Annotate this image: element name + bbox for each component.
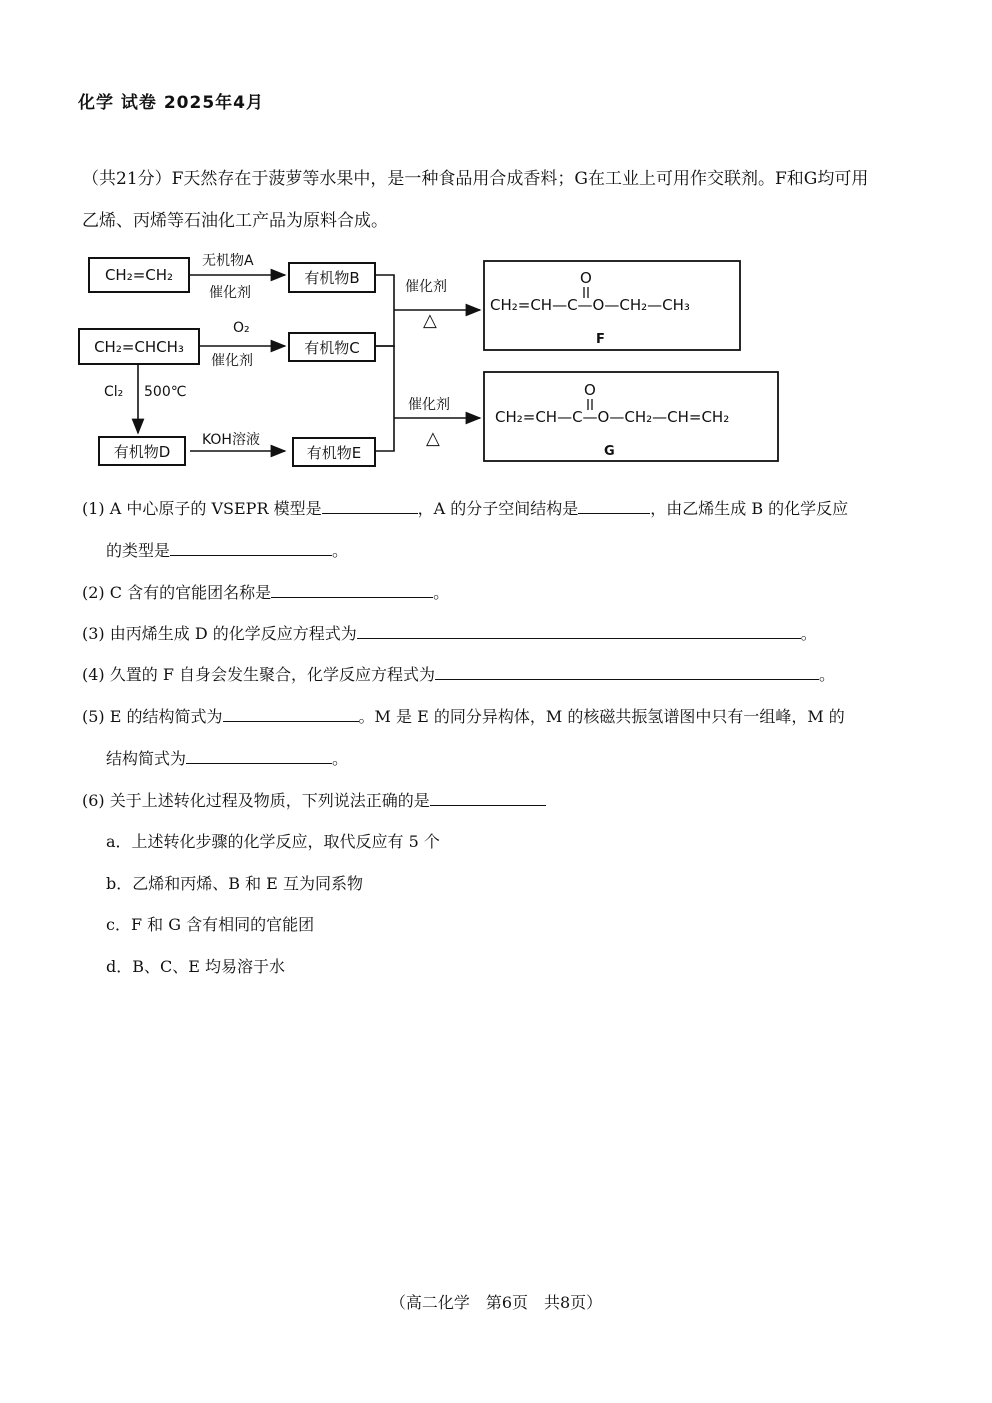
- question-5-line-1: (5) E 的结构简式为 。M 是 E 的同分异构体，M 的核磁共振氢谱图中只有一组峰，M 的: [82, 707, 845, 726]
- label-o2: O₂: [233, 320, 250, 336]
- label-koh: KOH溶液: [202, 432, 260, 448]
- answer-blank-2[interactable]: [271, 581, 433, 598]
- question-2: (2) C 含有的官能团名称是 。: [82, 583, 450, 602]
- label-delta-1: △: [423, 310, 437, 331]
- question-5-line-2: 结构简式为 。: [106, 749, 349, 768]
- page-footer: （高二化学 第6页 共8页）: [389, 1293, 603, 1312]
- answer-blank-6[interactable]: [430, 789, 546, 806]
- label-inorganic-a: 无机物A: [202, 253, 254, 269]
- ethylene-box: CH₂=CH₂: [88, 257, 190, 293]
- answer-blank-1b[interactable]: [578, 497, 650, 514]
- answer-blank-5a[interactable]: [223, 705, 359, 722]
- question-1-line-2: 的类型是 。: [106, 541, 349, 560]
- label-delta-2: △: [426, 428, 440, 449]
- answer-blank-1c[interactable]: [170, 539, 332, 556]
- label-catalyst-4: 催化剂: [408, 397, 450, 413]
- label-catalyst-3: 催化剂: [405, 279, 447, 295]
- f-carbonyl-o: O: [580, 269, 592, 287]
- exam-header: 化学 试卷 2025年4月: [78, 93, 264, 113]
- g-carbonyl-o: O: [584, 381, 596, 399]
- option-d: d．B、C、E 均易溶于水: [106, 957, 286, 976]
- question-3: (3) 由丙烯生成 D 的化学反应方程式为 。: [82, 624, 817, 643]
- answer-blank-3[interactable]: [357, 622, 801, 639]
- option-c: c．F 和 G 含有相同的官能团: [106, 915, 315, 934]
- label-500c: 500℃: [144, 384, 187, 400]
- bracket-bc: [376, 275, 394, 346]
- option-b: b．乙烯和丙烯、B 和 E 互为同系物: [106, 874, 363, 893]
- question-intro: [82, 158, 932, 242]
- intro-line-2: 乙烯、丙烯等石油化工产品为原料合成。: [82, 211, 388, 231]
- g-label: G: [604, 444, 615, 459]
- question-1-line-1: (1) A 中心原子的 VSEPR 模型是 ，A 的分子空间结构是 ，由乙烯生成 B 的化学反应: [82, 499, 849, 518]
- organic-c-box: 有机物C: [288, 332, 376, 362]
- intro-line-1: （共21分）F天然存在于菠萝等水果中，是一种食品用合成香料；G在工业上可用作交联剂。F和G均可用: [82, 169, 869, 189]
- question-4: (4) 久置的 F 自身会发生聚合，化学反应方程式为 。: [82, 665, 836, 684]
- answer-blank-1a[interactable]: [322, 497, 418, 514]
- organic-b-box: 有机物B: [288, 262, 376, 293]
- organic-d-box: 有机物D: [98, 436, 186, 466]
- g-structure: CH₂=CH—C—O—CH₂—CH=CH₂: [495, 408, 730, 426]
- label-cl2: Cl₂: [104, 384, 124, 400]
- answer-blank-5b[interactable]: [186, 747, 332, 764]
- label-catalyst-1: 催化剂: [209, 285, 251, 301]
- f-label: F: [596, 332, 605, 347]
- organic-e-box: 有机物E: [292, 437, 376, 467]
- question-6: (6) 关于上述转化过程及物质，下列说法正确的是: [82, 788, 546, 811]
- f-structure: CH₂=CH—C—O—CH₂—CH₃: [490, 296, 690, 314]
- answer-blank-4[interactable]: [435, 663, 819, 680]
- option-a: a．上述转化步骤的化学反应，取代反应有 5 个: [106, 832, 440, 851]
- bracket-ce: [376, 346, 394, 451]
- propylene-box: CH₂=CHCH₃: [78, 328, 200, 365]
- label-catalyst-2: 催化剂: [211, 353, 253, 369]
